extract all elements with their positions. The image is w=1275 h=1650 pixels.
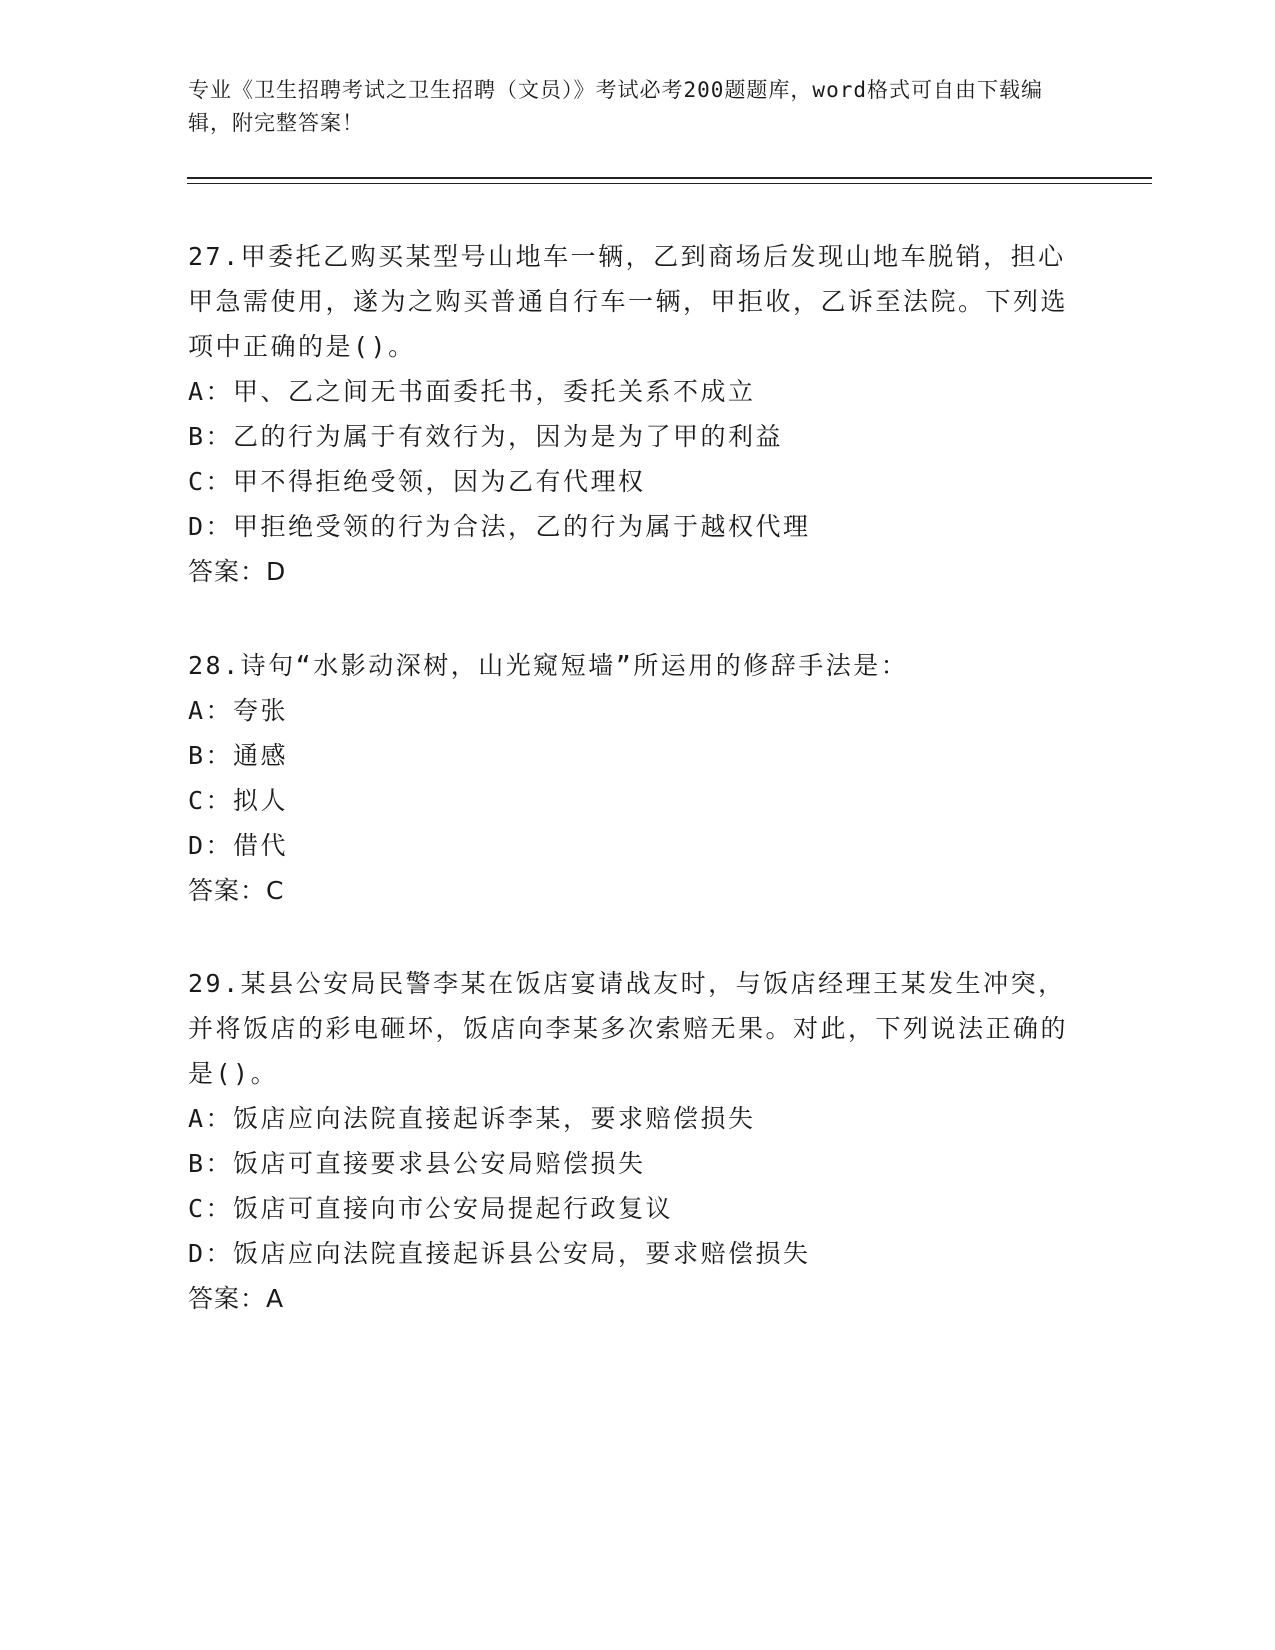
- question-29: [188, 961, 1088, 1321]
- answer: 答案：C: [188, 876, 285, 905]
- option-d: D：借代: [188, 831, 289, 860]
- question-stem: 27.甲委托乙购买某型号山地车一辆，乙到商场后发现山地车脱销，担心甲急需使用，遂为之购买普通自行车一辆，甲拒收，乙诉至法院。下列选项中正确的是()。: [188, 242, 1069, 361]
- option-a: A：饭店应向法院直接起诉李某，要求赔偿损失: [188, 1104, 756, 1133]
- option-d: D：甲拒绝受领的行为合法，乙的行为属于越权代理: [188, 512, 811, 541]
- header-divider-top: [187, 177, 1152, 179]
- question-28: [188, 643, 1088, 913]
- option-a: A：甲、乙之间无书面委托书，委托关系不成立: [188, 377, 756, 406]
- option-b: B：乙的行为属于有效行为，因为是为了甲的利益: [188, 422, 784, 451]
- option-d: D：饭店应向法院直接起诉县公安局，要求赔偿损失: [188, 1239, 811, 1268]
- document-header: 专业《卫生招聘考试之卫生招聘（文员）》考试必考200题题库，word格式可自由下载编辑，附完整答案！: [188, 78, 1043, 135]
- answer: 答案：D: [188, 557, 287, 586]
- answer: 答案：A: [188, 1284, 285, 1313]
- option-b: B：通感: [188, 741, 289, 770]
- question-stem: 28.诗句“水影动深树，山光窥短墙”所运用的修辞手法是：: [188, 651, 909, 680]
- header-divider-bottom: [187, 183, 1152, 184]
- question-27: [188, 234, 1088, 594]
- option-c: C：拟人: [188, 786, 289, 815]
- option-b: B：饭店可直接要求县公安局赔偿损失: [188, 1149, 646, 1178]
- option-c: C：甲不得拒绝受领，因为乙有代理权: [188, 467, 646, 496]
- option-c: C：饭店可直接向市公安局提起行政复议: [188, 1194, 674, 1223]
- question-stem: 29.某县公安局民警李某在饭店宴请战友时，与饭店经理王某发生冲突，并将饭店的彩电砸坏，饭店向李某多次索赔无果。对此，下列说法正确的是()。: [188, 969, 1069, 1088]
- option-a: A：夸张: [188, 696, 289, 725]
